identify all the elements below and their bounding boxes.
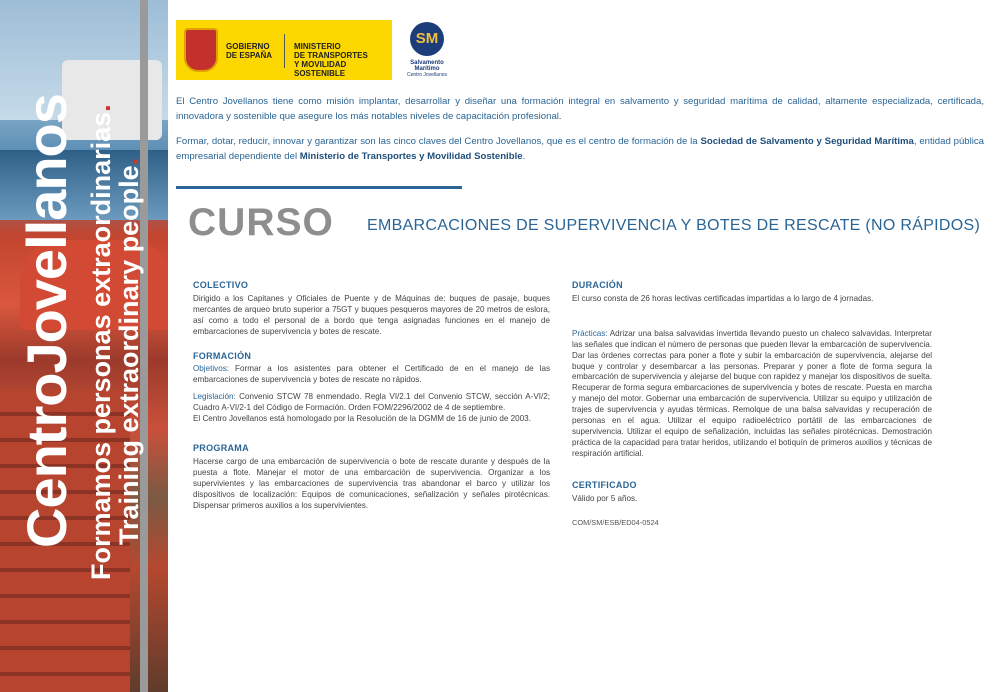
objetivos-text: Objetivos: Formar a los asistentes para obtener el Certificado de en el manejo de las embarcaciones de supervivencia y botes de rescate no rápidos. [193, 364, 550, 385]
course-label: CURSO [188, 201, 334, 244]
logo-divider [284, 34, 285, 68]
legislacion-text: Legislación: Convenio STCW 78 enmendado. Regla VI/2.1 del Convenio STCW, sección A-VI/2; Cuadro A-VI/2-1 del Código de Formación. Orden FOM/2296/2002 de 4 de septiembre. [193, 392, 550, 413]
programa-heading: PROGRAMA [193, 442, 249, 453]
colectivo-text: Dirigido a los Capitanes y Oficiales de Puente y de Máquinas de: buques de pasaje, buques mercantes de arqueo bruto superior a 75GT y buques pesqueros mayores de 20 metros de eslora, así como a todo el personal de a bordo que tenga asignadas funciones en el manejo de embarcaciones de supervivencia y botes de rescate. [193, 293, 550, 336]
intro-mission: El Centro Jovellanos tiene como misión implantar, desarrollar y diseñar una formación integral en salvamento y seguridad marítima de calidad, altamente especializada, certificada, innovadora y sostenible que asegure los más notables niveles de capacitación profesional. [176, 96, 984, 122]
sidebar-photo [0, 0, 168, 692]
section-divider [176, 186, 462, 189]
left-column [193, 280, 550, 511]
homologado-text: El Centro Jovellanos está homologado por la Resolución de la DGMM de 16 de junio de 2003. [193, 414, 531, 424]
duracion-heading: DURACIÓN [572, 280, 623, 290]
document-code: COM/SM/ESB/ED04-0524 [572, 517, 659, 527]
sm-name: Salvamento Marítimo [410, 60, 444, 72]
gobierno-logo [176, 20, 392, 80]
formacion-heading: FORMACIÓN [193, 350, 252, 361]
sm-subname: Centro Jovellanos [406, 72, 448, 78]
gobierno-label: GOBIERNO DE ESPAÑA [226, 42, 273, 60]
course-title: EMBARCACIONES DE SUPERVIVENCIA Y BOTES DE RESCATE (NO RÁPIDOS) [367, 217, 981, 234]
duracion-text: El curso consta de 26 horas lectivas certificadas impartidas a lo largo de 4 jornadas. [572, 293, 874, 303]
sm-emblem-icon: SM [410, 22, 444, 56]
ministry-label: MINISTERIO DE TRANSPORTES Y MOVILIDAD SOSTENIBLE [294, 42, 368, 78]
colectivo-heading: COLECTIVO [193, 280, 249, 290]
sidebar-slogan-es: Formamos personas extraordinarias. [86, 104, 116, 580]
certificado-heading: CERTIFICADO [572, 479, 637, 490]
salvamento-maritimo-logo [400, 20, 454, 80]
programa-text: Hacerse cargo de una embarcación de supervivencia o bote de rescate durante y después de la puesta a flote. Manejar el motor de una embarcación de supervivencia. Organizar a los supervivientes y las embarcaciones de supervivencia tras abandonar el barco y utilizar los dispositivos de localización: Equipos de comunicaciones, señalización y señales pirotécnicas. Dispensar primeros auxilios a los supervivientes. [193, 456, 550, 510]
right-column [572, 280, 932, 528]
coat-of-arms-icon [184, 28, 218, 72]
sidebar-slogan-en: Training extraordinary people. [114, 157, 144, 545]
certificado-text: Válido por 5 años. [572, 493, 638, 503]
sidebar-title: CentroJovellanos [15, 94, 78, 548]
practicas-text: Prácticas: Adrizar una balsa salvavidas invertida llevando puesto un chaleco salvavidas. Interpretar las señales que indican el número de personas que pueden llevar la embarcación de supervivencia. Dar las órdenes correctas para poner a flote y subir la embarcación de supervivencia, alejarse del buque y controlar y desembarcar a las personas. Preparar y poner a flote de forma segura la embarcación de supervivencia y alejarse del buque con rapidez y manejar los dispositivos de suelta. Recuperar de forma segura embarcaciones de supervivencia y botes de rescate. Puesta en marcha y manejo del motor. Gobernar una embarcación de supervivencia. Utilizar su equipo y utilización de trajes de supervivencia y ayudas térmicas. Remolque de una balsa salvavidas y recuperación de personas en el agua. Utilizar el equipo radioeléctrico portátil de las embarcaciones de supervivencia. Utilizar el equipo de señalización, incluidas las señales pirotécnicas. Demostración práctica de la capacidad para tratar heridos, utilizando el botiquín de primeros auxilios y técnicas de respiración artificial. [572, 328, 932, 458]
intro-keys: Formar, dotar, reducir, innovar y garantizar son las cinco claves del Centro Jovellanos, que es el centro de formación de la Sociedad de Salvamento y Seguridad Marítima, entidad pública empresarial dependiente del Ministerio de Transportes y Movilidad Sostenible. [176, 136, 985, 162]
